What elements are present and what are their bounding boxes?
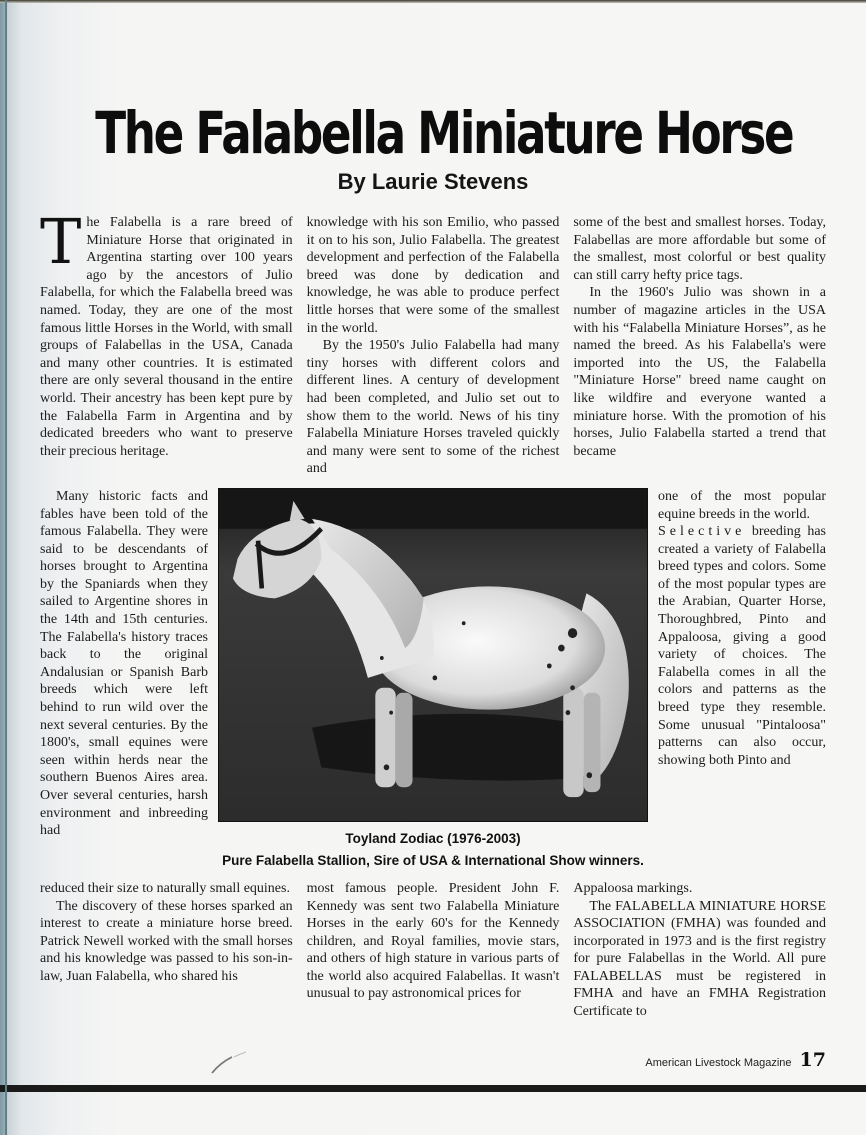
ink-smudge	[210, 1049, 250, 1079]
photo-band	[40, 488, 826, 870]
hindleg	[584, 693, 601, 792]
column-1-bottom	[40, 880, 293, 986]
page-number: 17	[799, 1048, 826, 1071]
paragraph-text: breeding has created a variety of Falabella breed types and colors. Some of the most popular types are the Arabian, Quarter Horse, Thoroughbred, Pinto and Appaloosa, giving a good variety of choices. The Falabella comes in all the colors and patterns as the breed type they resemble. Some unusual "Pintaloosa" patterns can also occur, showing both Pinto and	[658, 524, 826, 768]
page-spine	[5, 0, 7, 1135]
paragraph: The discovery of these horses sparked an interest to create a miniature horse breed. Patrick Newell worked with the small horses and his knowledge was passed to his son-in-law, Juan Falabella, who shared his	[40, 898, 293, 984]
paragraph: Appaloosa markings.	[573, 880, 693, 896]
magazine-name: American Livestock Magazine	[645, 1056, 792, 1069]
paragraph: The FALABELLA MINIATURE HORSE ASSOCIATION (FMHA) was founded and incorporated in 1973 and is the first registry for pure Falabellas in the World. All pure FALABELLAS must be registered in FMHA and have an FMHA Registration Certificate to	[573, 898, 827, 1020]
paragraph: most famous people. President John F. Kennedy was sent two Falabella Miniature Horses in the early 60's for the Kennedy children, and Royal families, movie stars, and others of high stature in various parts of the world also acquired Falabellas. It wasn't unusual to pay astronomical prices for	[306, 880, 560, 1002]
paragraph	[40, 205, 293, 460]
paragraph: reduced their size to naturally small equines.	[40, 880, 290, 896]
column-3-bottom	[573, 880, 826, 1021]
paragraph: By the 1950's Julio Falabella had many tiny horses with different colors and different lines. A century of development had been completed, and Julio set out to show them to the world. News of his tiny Falabella Miniature Horses traveled quickly and many were sent to some of the richest and	[306, 338, 560, 477]
article-byline: By Laurie Stevens	[337, 169, 529, 194]
column-1-top	[40, 205, 293, 460]
foreleg	[396, 693, 413, 787]
scan-bottom-edge	[0, 1085, 866, 1092]
paragraph: Many historic facts and fables have been told of the famous Falabella. They were said to be descendants of horses brought to Argentina by the Spaniards when they sailed to Argentine shores in the 14th and 15th centuries. The Falabella's history traces back to the original Andalusian or Spanish Barb breeds which were left behind to run wild over the next several centuries. By the 1800's, small equines were seen within herds near the southern Buenos Aires area. Over several centuries, harsh environment and inbreeding had	[40, 488, 208, 839]
paragraph: one of the most popular equine breeds in the world.	[658, 488, 826, 522]
photo-caption-title: Toyland Zodiac (1976-2003)	[345, 830, 521, 846]
column-3-wrap	[658, 488, 826, 770]
paragraph-text: he Falabella is a rare breed of Miniature Horse that originated in Argentina starting over 100 years ago by the ancestors of Julio Falabella, for which the Falabella breed was named. Today, they are one of the most famous little Horses in the World, with small groups of Falabellas in the USA, Canada and many other countries. It is estimated there are only several thousand in the entire world. Their ancestry has been kept pure by the Falabella Farm in Argentina and by dedicated breeders who want to preserve their precious heritage.	[40, 215, 293, 459]
paragraph: knowledge with his son Emilio, who passed it on to his son, Julio Falabella. The greatest development and perfection of the Falabella breed was done by dedication and knowledge, he was able to produce perfect little horses that were some of the smallest in the world.	[306, 215, 560, 336]
column-3-top	[573, 214, 826, 460]
paragraph	[658, 523, 826, 769]
horse-photo	[218, 488, 648, 822]
paragraph: some of the best and smallest horses. Today, Falabellas are more affordable but some of the smallest, most colorful or best quality can still carry hefty price tags.	[573, 215, 827, 283]
horse-illustration	[219, 489, 647, 821]
paragraph: In the 1960's Julio was shown in a number of magazine articles in the USA with his “Falabella Miniature Horses”, as he named the breed. As his Falabella's were imported into the US, the Falabella "Miniature Horse" breed name caught on like wildfire and everyone wanted a miniature horse. With the promotion of his horses, Julio Falabella started a trend that became	[573, 285, 827, 459]
column-1-wrap	[40, 488, 208, 840]
horse-shadow	[312, 714, 591, 781]
page-footer	[40, 1049, 826, 1071]
spaced-word: Selective	[658, 524, 746, 540]
drop-cap: T	[40, 205, 82, 278]
hindleg	[563, 688, 583, 797]
bottom-columns	[40, 880, 826, 1021]
foreleg	[375, 688, 395, 787]
photo-caption-description: Pure Falabella Stallion, Sire of USA & International Show winners.	[222, 852, 644, 868]
photo-figure	[218, 488, 648, 870]
column-2-top	[307, 214, 560, 478]
top-columns	[40, 205, 827, 478]
scan-top-edge	[0, 0, 866, 3]
column-2-bottom	[307, 880, 560, 1003]
article-title: The Falabella Miniature Horse	[95, 99, 793, 167]
